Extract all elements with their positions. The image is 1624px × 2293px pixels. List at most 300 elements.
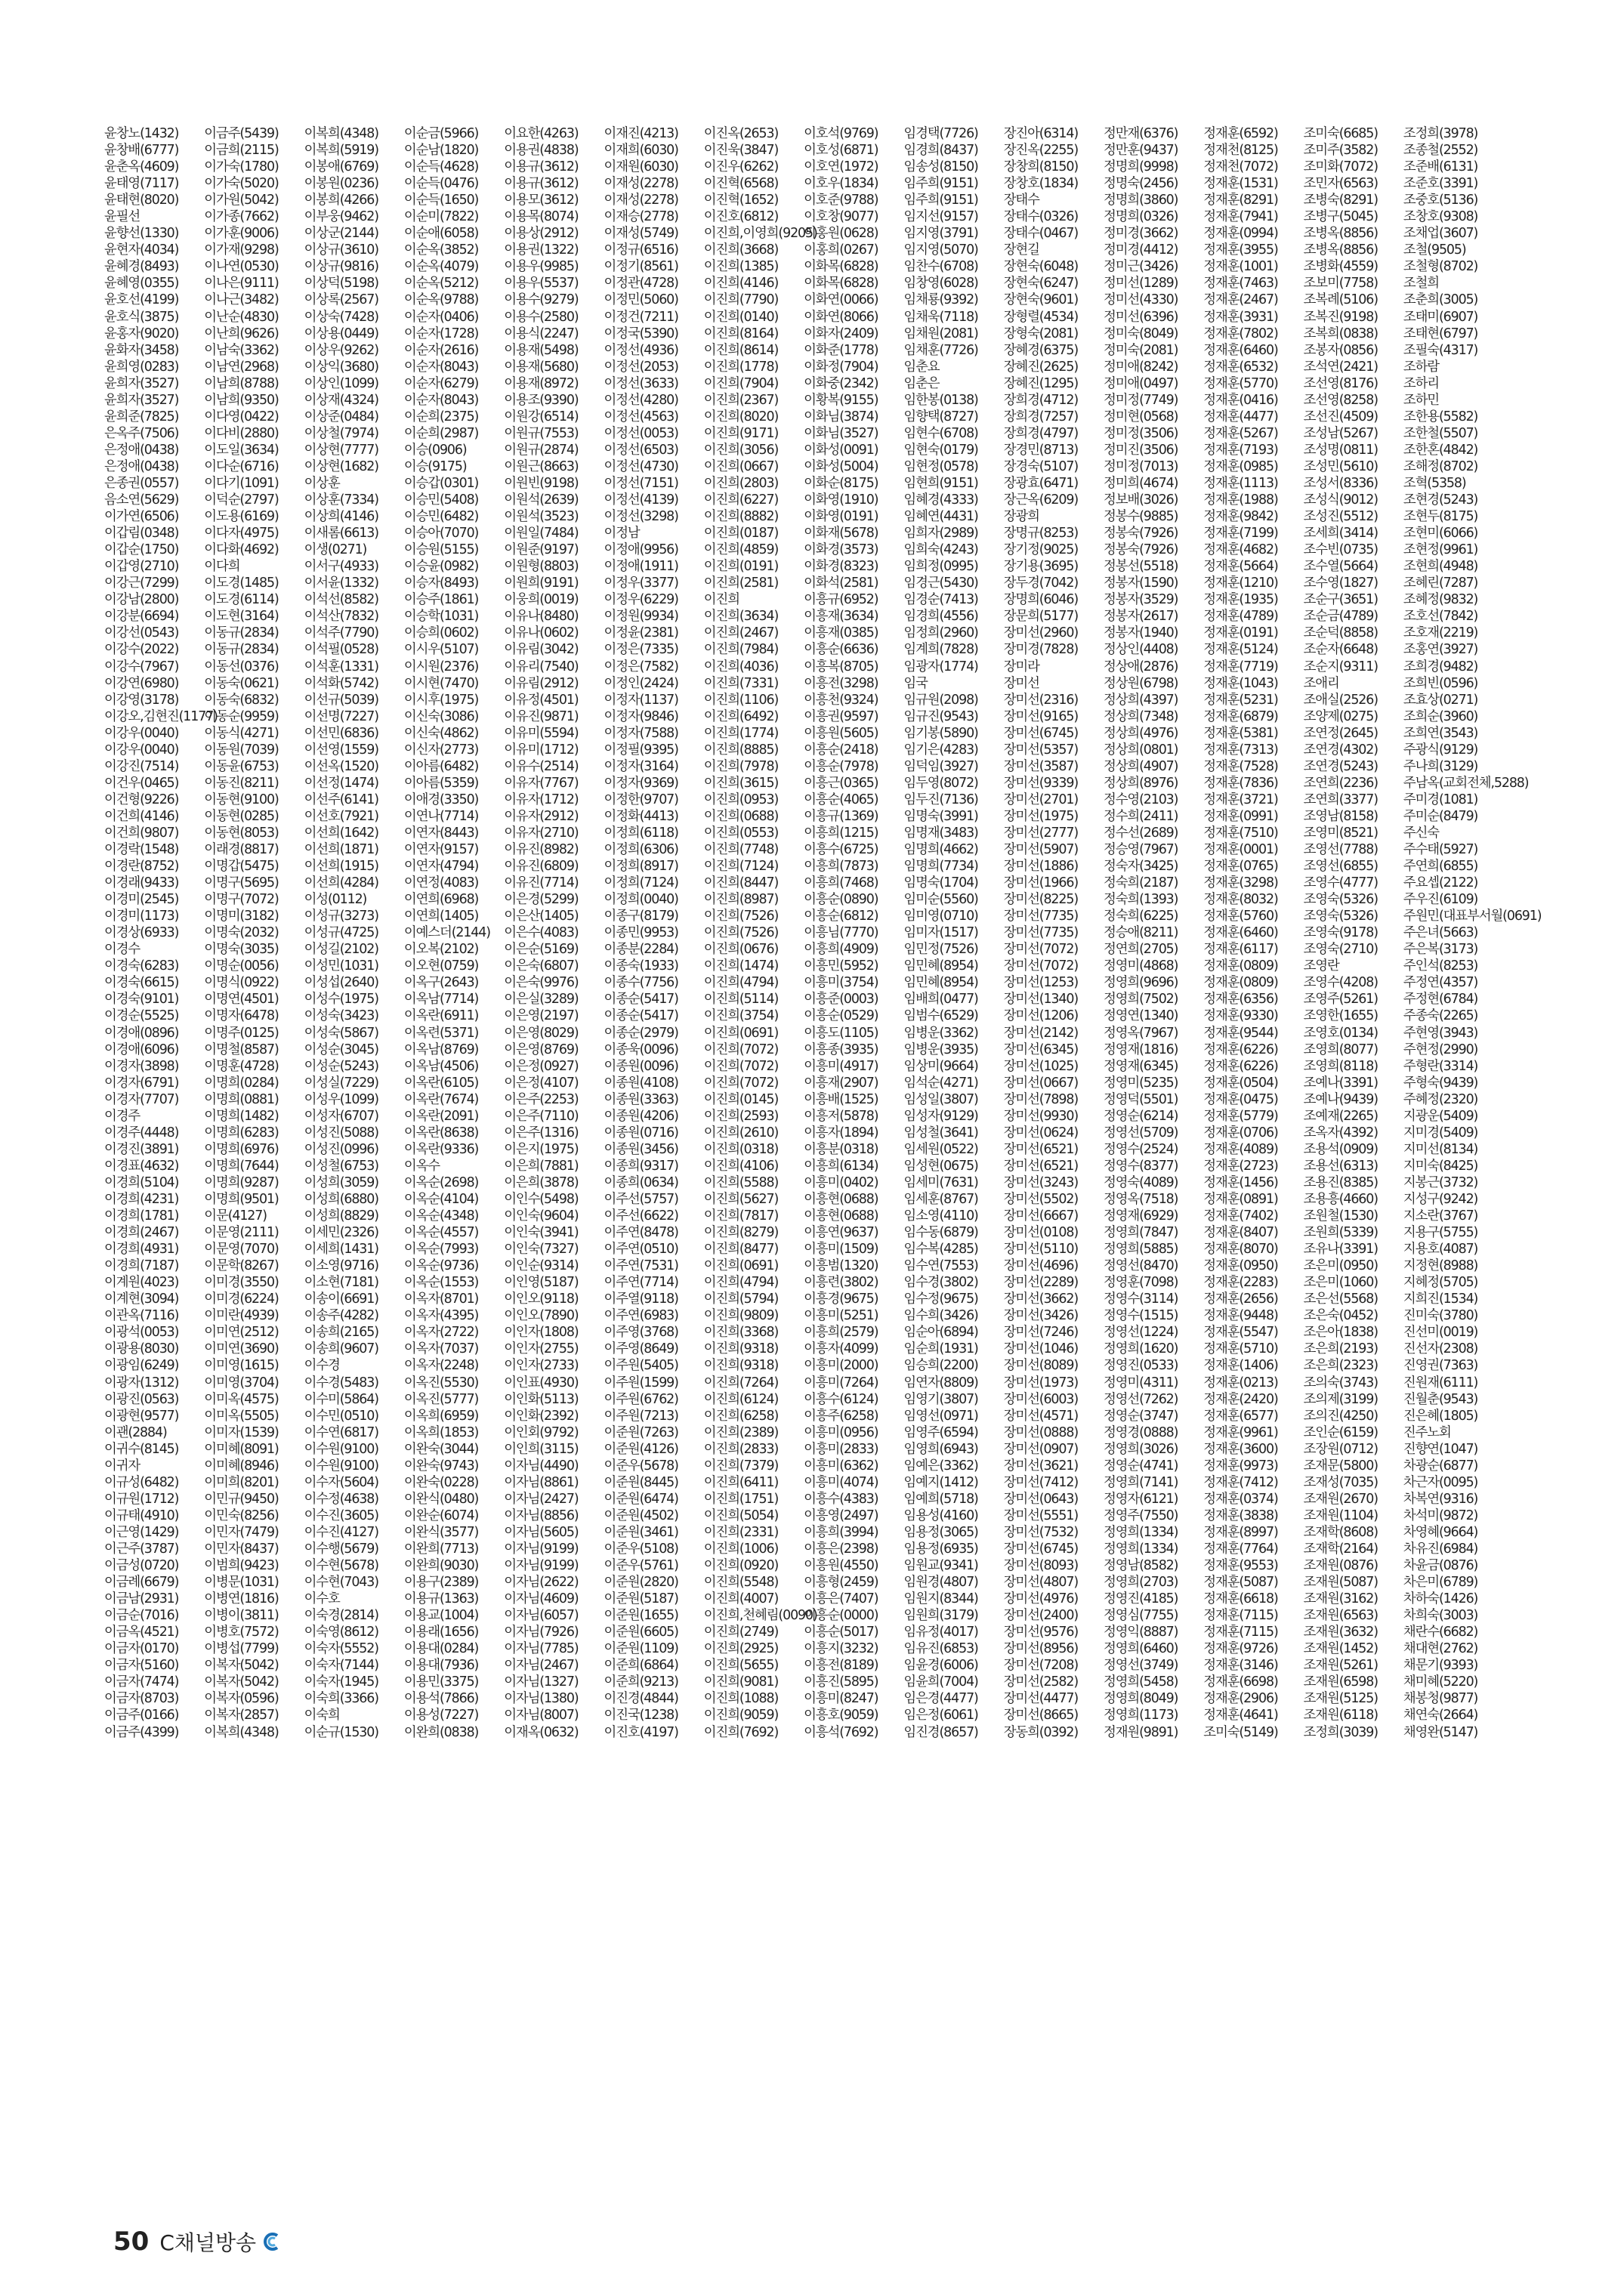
- list-item: 이흥권(9597): [804, 708, 878, 724]
- list-item: 임유진(6853): [903, 1641, 978, 1657]
- list-item: 이진희(0140): [703, 309, 779, 325]
- list-item: 이흥현(0688): [804, 1208, 878, 1224]
- list-item: 이화연(0066): [804, 292, 878, 308]
- list-item: 이용성(7227): [403, 1708, 479, 1724]
- list-item: 이명희(6976): [204, 1141, 279, 1157]
- list-item: 정영훈(7098): [1104, 1275, 1178, 1291]
- list-item: 정숙자(3425): [1104, 859, 1178, 875]
- list-item: 윤희준(7825): [104, 409, 179, 424]
- list-item: 장미선(6345): [1003, 1042, 1079, 1057]
- list-item: 지성구(9242): [1403, 1192, 1478, 1207]
- list-item: 이미연(2512): [204, 1325, 279, 1341]
- list-item: 이경순(5525): [104, 1008, 179, 1024]
- list-item: 이순자(0406): [403, 309, 479, 325]
- list-item: 이정민(5060): [604, 292, 678, 308]
- list-item: 이성(0112): [304, 892, 367, 908]
- list-item: 이재옥(0632): [504, 1724, 579, 1740]
- list-item: 조은미(1060): [1303, 1275, 1378, 1291]
- list-item: 이귀수(8145): [104, 1441, 179, 1457]
- list-item: 이화경(8323): [804, 559, 878, 575]
- list-item: 이화자(2409): [804, 326, 878, 341]
- list-item: 임기은(4283): [903, 742, 978, 758]
- list-item: 이정선(0053): [604, 425, 678, 441]
- list-item: 이옥자(7037): [403, 1341, 479, 1357]
- list-item: 이흥순(0000): [804, 1608, 878, 1624]
- list-item: 이화목(6828): [804, 259, 878, 275]
- list-item: 이인오(7890): [504, 1308, 579, 1324]
- list-item: 조병옥(8856): [1303, 226, 1378, 242]
- list-item: 이병문(1031): [204, 1575, 279, 1591]
- list-item: 조재원(6598): [1303, 1674, 1378, 1690]
- list-item: 이진희(7978): [703, 758, 779, 774]
- list-item: 이정관(4728): [604, 276, 678, 292]
- list-item: 이복희(4348): [304, 126, 378, 141]
- list-item: 조영숙(9178): [1303, 925, 1378, 941]
- list-item: 이준원(1655): [604, 1608, 678, 1624]
- list-item: 이상훈: [304, 475, 340, 491]
- list-item: 이진희(8885): [703, 742, 779, 758]
- list-item: 이복자(0596): [204, 1691, 279, 1707]
- list-item: 이주열(9118): [604, 1292, 678, 1307]
- list-item: 이종구(8179): [604, 909, 678, 924]
- list-item: 이다화(4692): [204, 542, 279, 558]
- list-item: 이성규(4725): [304, 925, 378, 941]
- list-item: 이오현(0759): [403, 958, 479, 974]
- list-item: 장미선(2400): [1003, 1608, 1079, 1624]
- list-item: 이유정(4501): [504, 692, 579, 708]
- list-item: 정재훈(0809): [1203, 958, 1278, 974]
- list-item: 윤혜경(8493): [104, 259, 179, 275]
- list-item: 임두진(7136): [903, 792, 978, 807]
- list-item: 정재훈(0985): [1203, 458, 1278, 474]
- list-item: 이금순(7016): [104, 1608, 179, 1624]
- list-item: 이흥순(6636): [804, 642, 878, 658]
- list-item: 이정한(9707): [604, 792, 678, 807]
- list-item: 이경주(4448): [104, 1125, 179, 1140]
- list-item: 정영재(6345): [1104, 1058, 1178, 1074]
- list-item: 장혜진(1295): [1003, 375, 1079, 391]
- list-item: 정재훈(6226): [1203, 1058, 1278, 1074]
- list-item: 이봉애(6769): [304, 159, 378, 175]
- list-item: 이수원(9100): [304, 1441, 378, 1457]
- list-item: 이경애(6096): [104, 1042, 179, 1057]
- list-item: 이선명(7227): [304, 708, 378, 724]
- list-item: 지용호(4087): [1403, 1242, 1478, 1258]
- list-item: 이진희(7526): [703, 909, 779, 924]
- list-item: 이유리(7540): [504, 659, 579, 674]
- list-item: 주광식(9129): [1403, 742, 1478, 758]
- list-item: 임수동(6879): [903, 1225, 978, 1241]
- list-item: 이은순(5169): [504, 942, 579, 958]
- list-item: 지광운(5409): [1403, 1108, 1478, 1124]
- page-footer: [113, 2227, 282, 2257]
- list-item: 이준원(5187): [604, 1591, 678, 1607]
- list-item: 이민자(7479): [204, 1524, 279, 1540]
- list-item: 임두영(8072): [903, 775, 978, 791]
- list-item: 이화중(2342): [804, 375, 878, 391]
- list-item: 임명숙(3991): [903, 808, 978, 824]
- list-item: 조재원(3162): [1303, 1591, 1378, 1607]
- list-item: 장경민(8713): [1003, 442, 1079, 458]
- list-item: 이주원(1599): [604, 1375, 678, 1390]
- list-item: 이용우(5537): [504, 276, 579, 292]
- list-item: 이용민(3375): [403, 1674, 479, 1690]
- list-item: 이진희(0187): [703, 526, 779, 542]
- list-item: 정재훈(5381): [1203, 725, 1278, 741]
- list-item: 이종숙(1933): [604, 958, 678, 974]
- list-item: 이순자(8043): [403, 392, 479, 408]
- list-item: 이명철(8587): [204, 1042, 279, 1057]
- list-item: 이인화(5113): [504, 1391, 579, 1407]
- list-item: 정재훈(1531): [1203, 176, 1278, 192]
- list-item: 윤태현(8020): [104, 193, 179, 208]
- list-item: 이진희(7072): [703, 1075, 779, 1091]
- list-item: 이자님(6057): [504, 1608, 579, 1624]
- list-item: 이용권(1322): [504, 242, 579, 258]
- list-item: 차석미(9872): [1403, 1508, 1478, 1523]
- list-item: 이정필(9395): [604, 742, 678, 758]
- list-item: 임덕임(3927): [903, 758, 978, 774]
- list-item: 이유자(2912): [504, 808, 579, 824]
- list-item: 장창호(1834): [1003, 176, 1079, 192]
- list-item: 이상현(1682): [304, 458, 378, 474]
- list-item: 이유미(1712): [504, 742, 579, 758]
- list-item: 임진경(8657): [903, 1724, 978, 1740]
- list-item: 조재원(1104): [1303, 1508, 1378, 1523]
- list-item: 조정희(3978): [1403, 126, 1478, 141]
- list-item: 이명희(0881): [204, 1091, 279, 1107]
- list-item: 이옥순(1553): [403, 1275, 479, 1291]
- list-item: 이정화(4413): [604, 808, 678, 824]
- list-item: 정영재(1816): [1104, 1042, 1178, 1057]
- list-item: 조예나(3391): [1303, 1075, 1378, 1091]
- list-item: 정재훈(7402): [1203, 1208, 1278, 1224]
- list-item: 정재훈(5547): [1203, 1325, 1278, 1341]
- list-item: 이남연(2968): [204, 359, 279, 375]
- list-item: 이옥순(2698): [403, 1174, 479, 1190]
- list-item: 이강영(3178): [104, 692, 179, 708]
- list-item: 은옥주(7506): [104, 425, 179, 441]
- list-item: 조혜정(9832): [1403, 592, 1478, 608]
- list-item: 이용식(2247): [504, 326, 579, 341]
- list-item: 이동진(8211): [204, 775, 279, 791]
- list-item: 정재훈(6226): [1203, 1042, 1278, 1057]
- list-item: 이흥순(4065): [804, 792, 878, 807]
- list-item: 정영연(1340): [1104, 1008, 1178, 1024]
- list-item: 이옥남(7714): [403, 992, 479, 1008]
- list-item: 이명연(4501): [204, 992, 279, 1008]
- list-item: 조석연(2421): [1303, 359, 1378, 375]
- list-item: 이다영(0422): [204, 409, 279, 424]
- list-item: 이인수(5498): [504, 1192, 579, 1207]
- list-item: 이광진(0563): [104, 1391, 179, 1407]
- list-item: 이석산(7832): [304, 609, 378, 625]
- list-item: 조한용(5582): [1403, 409, 1478, 424]
- list-item: 조미화(7072): [1303, 159, 1378, 175]
- list-item: 이난희(9626): [204, 326, 279, 341]
- list-item: 임소영(4110): [903, 1208, 978, 1224]
- list-item: 조희연(3543): [1403, 725, 1478, 741]
- list-item: 이동식(4271): [204, 725, 279, 741]
- list-item: 장미선(1886): [1003, 859, 1079, 875]
- list-item: 이선희(1871): [304, 842, 378, 858]
- list-item: 이은영(2197): [504, 1008, 579, 1024]
- list-item: 이경란(8752): [104, 859, 179, 875]
- list-item: 이진희(2331): [703, 1524, 779, 1540]
- list-item: 이시우(5107): [403, 642, 479, 658]
- list-item: 이정선(2053): [604, 359, 678, 375]
- list-item: 이연나(7714): [403, 808, 479, 824]
- list-item: 이옥순(4104): [403, 1192, 479, 1207]
- list-item: 이흥미(6362): [804, 1458, 878, 1474]
- list-item: 이정우(3377): [604, 576, 678, 591]
- list-item: 이진희(3634): [703, 609, 779, 625]
- list-item: 이정자(3164): [604, 758, 678, 774]
- list-item: 임혜경(4333): [903, 492, 978, 508]
- list-item: 조혁(5358): [1403, 475, 1466, 491]
- list-item: 이진희(0691): [703, 1258, 779, 1274]
- list-item: 윤현자(4034): [104, 242, 179, 258]
- list-item: 임찬수(6708): [903, 259, 978, 275]
- list-item: 이진희(5114): [703, 992, 779, 1008]
- list-item: 임범수(6529): [903, 1008, 978, 1024]
- list-item: 윤필선: [104, 209, 140, 225]
- list-item: 이옥자(8701): [403, 1292, 479, 1307]
- list-item: 이진희(5588): [703, 1174, 779, 1190]
- list-item: 정영미(4868): [1104, 958, 1178, 974]
- list-item: 장미선(7898): [1003, 1091, 1079, 1107]
- list-item: 이병이(3811): [204, 1608, 279, 1624]
- list-item: 이미혜(8091): [204, 1441, 279, 1457]
- list-item: 이흥희(3994): [804, 1524, 878, 1540]
- list-item: 조해정(8702): [1403, 458, 1478, 474]
- list-item: 이준희(9213): [604, 1674, 678, 1690]
- list-item: 이갑림(0348): [104, 526, 179, 542]
- list-item: 이정선(4730): [604, 458, 678, 474]
- list-item: 이승윤(0982): [403, 559, 479, 575]
- list-item: 이흥희(2579): [804, 1325, 878, 1341]
- list-item: 이흥미(4917): [804, 1058, 878, 1074]
- list-item: 이승주(1861): [403, 592, 479, 608]
- list-item: 정명숙(2456): [1104, 176, 1178, 192]
- list-item: 조선영(8258): [1303, 392, 1378, 408]
- list-item: 이순희(2987): [403, 425, 479, 441]
- list-item: 채대현(2762): [1403, 1641, 1478, 1657]
- list-item: 장미선(2316): [1003, 692, 1079, 708]
- list-item: 이진희(9318): [703, 1358, 779, 1374]
- list-item: 주요셉(2122): [1403, 875, 1478, 891]
- list-item: 이숙희: [304, 1708, 340, 1724]
- list-item: 임용정(3065): [903, 1524, 978, 1540]
- list-item: 장현길: [1003, 242, 1039, 258]
- list-item: 이진희(8477): [703, 1242, 779, 1258]
- list-item: 이화준(1778): [804, 342, 878, 358]
- list-item: 이수호: [304, 1591, 340, 1607]
- list-item: 정숙희(6225): [1104, 909, 1178, 924]
- list-item: 채영완(5147): [1403, 1724, 1478, 1740]
- list-item: 장미선(3587): [1003, 758, 1079, 774]
- list-item: 임윤경(6006): [903, 1658, 978, 1674]
- list-item: 이진희(4794): [703, 975, 779, 991]
- list-item: 이홍원(0628): [804, 226, 878, 242]
- list-item: 이화성(0091): [804, 442, 878, 458]
- list-item: 이자님(4609): [504, 1591, 579, 1607]
- list-item: 정재훈(9553): [1203, 1558, 1278, 1574]
- list-item: 이승아(7070): [403, 526, 479, 542]
- list-item: 이종희(9317): [604, 1158, 678, 1174]
- list-item: 조복례(5106): [1303, 292, 1378, 308]
- list-item: 장미선(2960): [1003, 625, 1079, 641]
- list-item: 이용재(8972): [504, 375, 579, 391]
- list-item: 정상원(6798): [1104, 675, 1178, 691]
- list-item: 장희경(4797): [1003, 425, 1079, 441]
- list-item: 이은정(0927): [504, 1058, 579, 1074]
- list-item: 이용석(7866): [403, 1691, 479, 1707]
- list-item: 이정기(8561): [604, 259, 678, 275]
- list-item: 이옥순(9736): [403, 1258, 479, 1274]
- list-item: 조재원(0876): [1303, 1558, 1378, 1574]
- list-item: 정재훈(1001): [1203, 259, 1278, 275]
- list-item: 이화님(3527): [804, 425, 878, 441]
- list-item: 차희숙(3003): [1403, 1608, 1478, 1624]
- list-item: 진선자(2308): [1403, 1341, 1478, 1357]
- list-item: 이용대(7936): [403, 1658, 479, 1674]
- list-item: 이종원(4108): [604, 1075, 678, 1091]
- list-item: 조현두(8175): [1403, 509, 1478, 525]
- list-item: 조현미(6066): [1403, 526, 1478, 542]
- list-item: 이흥희(6134): [804, 1158, 878, 1174]
- list-item: 정재훈(5710): [1203, 1341, 1278, 1357]
- list-item: 장광효(6471): [1003, 475, 1079, 491]
- list-item: 이세희(1431): [304, 1242, 378, 1258]
- list-item: 정재훈(6618): [1203, 1591, 1278, 1607]
- list-item: 지희진(1534): [1403, 1292, 1478, 1307]
- list-item: 장미선(8089): [1003, 1358, 1079, 1374]
- list-item: 이석필(0528): [304, 642, 378, 658]
- list-item: 이수경: [304, 1358, 340, 1374]
- list-item: 장미경(7828): [1003, 642, 1079, 658]
- list-item: 이진희(3615): [703, 775, 779, 791]
- list-item: 장미선(7412): [1003, 1474, 1079, 1490]
- list-item: 이주원(5405): [604, 1358, 678, 1374]
- list-item: 이인표(4930): [504, 1375, 579, 1390]
- list-item: 이자님(4490): [504, 1458, 579, 1474]
- list-item: 이주선(5757): [604, 1192, 678, 1207]
- list-item: 정보배(3026): [1104, 492, 1178, 508]
- list-item: 이명숙(2032): [204, 925, 279, 941]
- list-item: 이선희(4284): [304, 875, 378, 891]
- list-item: 주신숙: [1403, 825, 1439, 841]
- list-item: 이금성(0720): [104, 1558, 179, 1574]
- list-item: 장미라: [1003, 659, 1039, 674]
- list-item: 이진희(5794): [703, 1292, 779, 1307]
- list-item: 조현희(4948): [1403, 559, 1478, 575]
- list-item: 정재훈(3146): [1203, 1658, 1278, 1674]
- list-item: 이나은(9111): [204, 276, 279, 292]
- list-item: 정재훈(7764): [1203, 1541, 1278, 1557]
- list-item: 임미영(0710): [903, 909, 978, 924]
- list-item: 이준원(4502): [604, 1508, 678, 1523]
- list-item: 조병구(5045): [1303, 209, 1378, 225]
- list-item: 이은경(5299): [504, 892, 579, 908]
- list-item: 조은아(1838): [1303, 1325, 1378, 1341]
- list-item: 진선미(0019): [1403, 1325, 1478, 1341]
- list-item: 정재훈(5231): [1203, 692, 1278, 708]
- list-item: 장미선(8665): [1003, 1708, 1079, 1724]
- list-item: 이흥민(5952): [804, 958, 878, 974]
- list-item: 이흥천(9324): [804, 692, 878, 708]
- list-item: 정재훈(0416): [1203, 392, 1278, 408]
- list-item: 이아름(5359): [403, 775, 479, 791]
- list-item: 이화석(2581): [804, 576, 878, 591]
- list-item: 정미정(7013): [1104, 458, 1178, 474]
- list-item: 이정애(9956): [604, 542, 678, 558]
- list-item: 정영옥(7967): [1104, 1025, 1178, 1041]
- list-item: 이연희(1405): [403, 909, 479, 924]
- list-item: 정봉숙(7926): [1104, 542, 1178, 558]
- list-item: 이명미(3182): [204, 909, 279, 924]
- list-item: 정상희(4397): [1104, 692, 1178, 708]
- list-item: 이서윤(1332): [304, 576, 378, 591]
- list-item: 채봉청(9877): [1403, 1691, 1478, 1707]
- list-item: 정재훈(4641): [1203, 1708, 1278, 1724]
- list-item: 이강근(7299): [104, 576, 179, 591]
- list-item: 조호재(2219): [1403, 625, 1478, 641]
- list-item: 이수현(7043): [304, 1575, 378, 1591]
- list-item: 이성희(3059): [304, 1174, 378, 1190]
- list-item: 이명자(6478): [204, 1008, 279, 1024]
- list-item: 조원희(5339): [1303, 1225, 1378, 1241]
- list-item: 이진희(2389): [703, 1424, 779, 1440]
- list-item: 이인영(5187): [504, 1275, 579, 1291]
- list-item: 임은경(4477): [903, 1691, 978, 1707]
- list-item: 이진희(2367): [703, 392, 779, 408]
- list-item: 이준원(3461): [604, 1524, 678, 1540]
- list-item: 정재훈(9330): [1203, 1008, 1278, 1024]
- list-item: 음소연(5629): [104, 492, 179, 508]
- list-item: 이흥형(2459): [804, 1575, 878, 1591]
- list-item: 이명희(7644): [204, 1158, 279, 1174]
- list-item: 이정윤(2381): [604, 625, 678, 641]
- list-item: 장미선(0667): [1003, 1075, 1079, 1091]
- list-item: 이원석(3523): [504, 509, 579, 525]
- list-item: 이동윤(6753): [204, 758, 279, 774]
- list-item: 임영기(3807): [903, 1391, 978, 1407]
- list-item: 정상희(8976): [1104, 775, 1178, 791]
- list-item: 장미선(6003): [1003, 1391, 1079, 1407]
- list-item: 정미숙(2081): [1104, 342, 1178, 358]
- list-item: 이봉희(4266): [304, 193, 378, 208]
- list-item: 정영덕(5501): [1104, 1091, 1178, 1107]
- list-item: 정재훈(7836): [1203, 775, 1278, 791]
- list-item: 정재훈(0991): [1203, 808, 1278, 824]
- list-item: 주연희(6855): [1403, 859, 1478, 875]
- list-item: 차복연(9316): [1403, 1491, 1478, 1507]
- list-item: 이진희(9081): [703, 1674, 779, 1690]
- list-item: 이진희(2467): [703, 625, 779, 641]
- list-item: 이수민(0510): [304, 1408, 378, 1424]
- list-item: 임세원(0522): [903, 1141, 978, 1157]
- list-item: 이흥지(3232): [804, 1641, 878, 1657]
- list-item: 이미경(6224): [204, 1292, 279, 1307]
- c-channel-logo-icon: [262, 2232, 282, 2251]
- list-item: 이수진(4127): [304, 1524, 378, 1540]
- list-item: 정봉자(2617): [1104, 609, 1178, 625]
- list-item: 정재훈(1043): [1203, 675, 1278, 691]
- list-item: 정재훈(0891): [1203, 1192, 1278, 1207]
- list-item: 이광자(1312): [104, 1375, 179, 1390]
- list-item: 차윤금(0876): [1403, 1558, 1478, 1574]
